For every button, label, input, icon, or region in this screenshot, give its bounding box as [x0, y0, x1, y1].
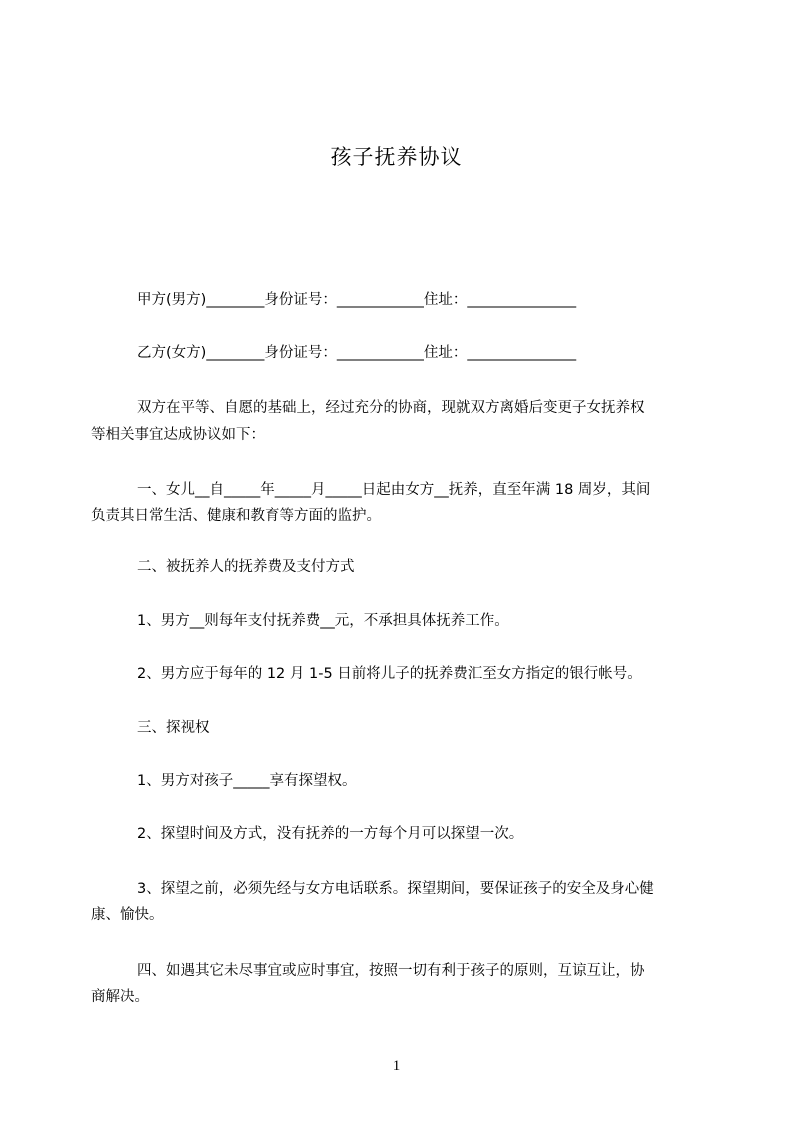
intro-paragraph-line-1: 双方在平等、自愿的基础上，经过充分的协商，现就双方离婚后变更子女抚养权 — [137, 400, 645, 416]
section-2-heading: 二、被抚养人的抚养费及支付方式 — [137, 559, 355, 575]
page-number: 1 — [392, 1058, 401, 1074]
section-3-item-1: 1、男方对孩子_____享有探望权。 — [137, 773, 357, 789]
intro-paragraph-line-2: 等相关事宜达成协议如下： — [91, 427, 265, 443]
section-3-item-3-line-1: 3、探望之前，必须先经与女方电话联系。探望期间，要保证孩子的安全及身心健 — [137, 881, 654, 897]
document-title: 孩子抚养协议 — [330, 145, 463, 169]
party-a-line: 甲方(男方)________身份证号：____________住址：_______________ — [137, 292, 577, 308]
section-3-item-2: 2、探望时间及方式，没有抚养的一方每个月可以探望一次。 — [137, 826, 524, 842]
section-2-item-1: 1、男方__则每年支付抚养费__元，不承担具体抚养工作。 — [137, 613, 509, 629]
section-4-line-2: 商解决。 — [91, 989, 149, 1005]
section-2-item-2: 2、男方应于每年的 12 月 1-5 日前将儿子的抚养费汇至女方指定的银行帐号。 — [137, 666, 642, 682]
clause-1-line-2: 负责其日常生活、健康和教育等方面的监护。 — [91, 508, 381, 524]
section-4-line-1: 四、如遇其它未尽事宜或应时事宜，按照一切有利于孩子的原则，互谅互让，协 — [137, 963, 645, 979]
clause-1-line-1: 一、女儿__自_____年_____月_____日起由女方__抚养，直至年满 18 周岁，其间 — [137, 482, 651, 498]
section-3-item-3-line-2: 康、愉快。 — [91, 907, 164, 923]
party-b-line: 乙方(女方)________身份证号：____________住址：_______________ — [137, 345, 577, 361]
section-3-heading: 三、探视权 — [137, 720, 210, 736]
